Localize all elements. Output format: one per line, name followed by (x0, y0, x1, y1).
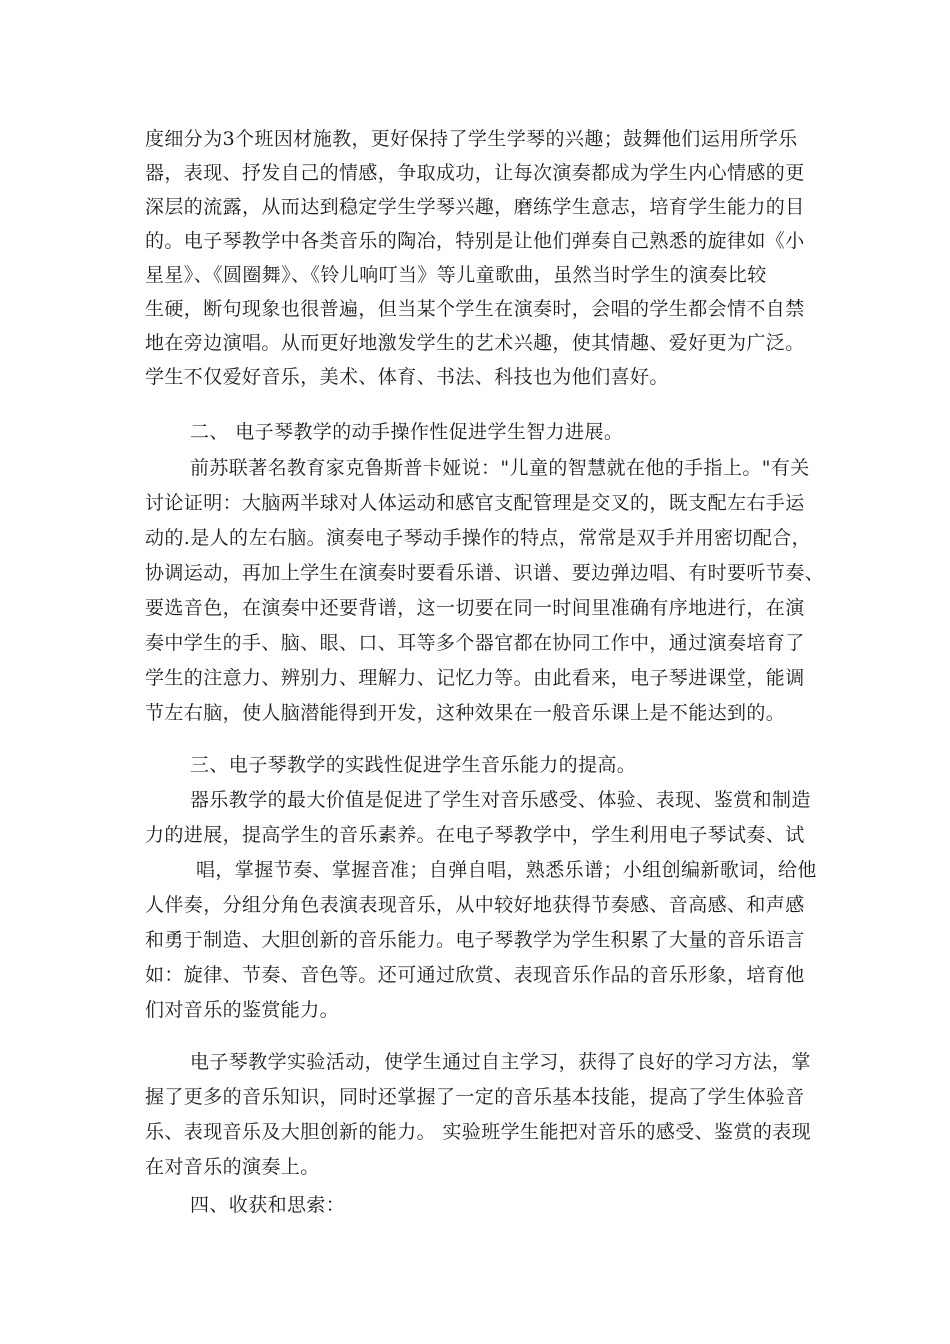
text-line: 奏中学生的手、脑、眼、口、耳等多个器官都在协同工作中，通过演奏培育了 (145, 632, 805, 654)
text-line: 人伴奏，分组分角色表演表现音乐，从中较好地获得节奏感、音高感、和声感 (145, 894, 805, 916)
text-line: 握了更多的音乐知识，同时还掌握了一定的音乐基本技能，提高了学生体验音 (145, 1086, 805, 1108)
text-line: 动的.是人的左右脑。演奏电子琴动手操作的特点，常常是双手并用密切配合， (145, 527, 812, 549)
text-line: 器乐教学的最大价值是促进了学生对音乐感受、体验、表现、鉴赏和制造 (190, 789, 811, 811)
section-heading-4: 四、收获和思索： (190, 1194, 346, 1216)
text-line: 度细分为3个班因材施教，更好保持了学生学琴的兴趣；鼓舞他们运用所学乐 (145, 128, 798, 150)
text-line: 协调运动，再加上学生在演奏时要看乐谱、识谱、要边弹边唱、有时要听节奏、 (145, 562, 825, 584)
text-line: 电子琴教学实验活动，使学生通过自主学习，获得了良好的学习方法，掌 (190, 1051, 811, 1073)
section-heading-3: 三、电子琴教学的实践性促进学生音乐能力的提高。 (190, 754, 637, 776)
text-line: 生硬，断句现象也很普遍，但当某个学生在演奏时，会唱的学生都会情不自禁 (145, 298, 805, 320)
section-heading-2: 二、 电子琴教学的动手操作性促进学生智力进展。 (190, 421, 624, 443)
text-line: 学生的注意力、辨别力、理解力、记忆力等。由此看来，电子琴进课堂，能调 (145, 667, 805, 689)
text-line: 地在旁边演唱。从而更好地激发学生的艺术兴趣，使其情趣、爱好更为广泛。 (145, 332, 805, 354)
text-line: 节左右脑，使人脑潜能得到开发，这种效果在一般音乐课上是不能达到的。 (145, 702, 786, 724)
text-line: 器，表现、抒发自己的情感，争取成功，让每次演奏都成为学生内心情感的更 (145, 162, 805, 184)
text-line: 前苏联著名教育家克鲁斯普卡娅说："儿童的智慧就在他的手指上。"有关 (190, 457, 810, 479)
text-line: 乐、表现音乐及大胆创新的能力。 实验班学生能把对音乐的感受、鉴赏的表现 (145, 1121, 812, 1143)
text-line: 唱，掌握节奏、掌握音准；自弹自唱，熟悉乐谱；小组创编新歌词，给他 (196, 859, 817, 881)
text-line: 的。电子琴教学中各类音乐的陶冶，特别是让他们弹奏自己熟悉的旋律如《小 (145, 230, 805, 252)
text-line: 要选音色，在演奏中还要背谱，这一切要在同一时间里准确有序地进行，在演 (145, 597, 805, 619)
text-line: 讨论证明：大脑两半球对人体运动和感官支配管理是交叉的，既支配左右手运 (145, 492, 805, 514)
text-line: 星星》、《圆圈舞》、《铃儿响叮当》等儿童歌曲，虽然当时学生的演奏比较 (145, 264, 767, 286)
text-line: 在对音乐的演奏上。 (145, 1156, 320, 1178)
text-line: 深层的流露，从而达到稳定学生学琴兴趣，磨练学生意志，培育学生能力的目 (145, 196, 805, 218)
text-line: 们对音乐的鉴赏能力。 (145, 999, 340, 1021)
text-line: 如：旋律、节奏、音色等。还可通过欣赏、表现音乐作品的音乐形象，培育他 (145, 964, 805, 986)
text-line: 力的进展，提高学生的音乐素养。在电子琴教学中，学生利用电子琴试奏、试 (145, 824, 805, 846)
text-line: 和勇于制造、大胆创新的音乐能力。电子琴教学为学生积累了大量的音乐语言 (145, 929, 805, 951)
text-line: 学生不仅爱好音乐，美术、体育、书法、科技也为他们喜好。 (145, 366, 669, 388)
